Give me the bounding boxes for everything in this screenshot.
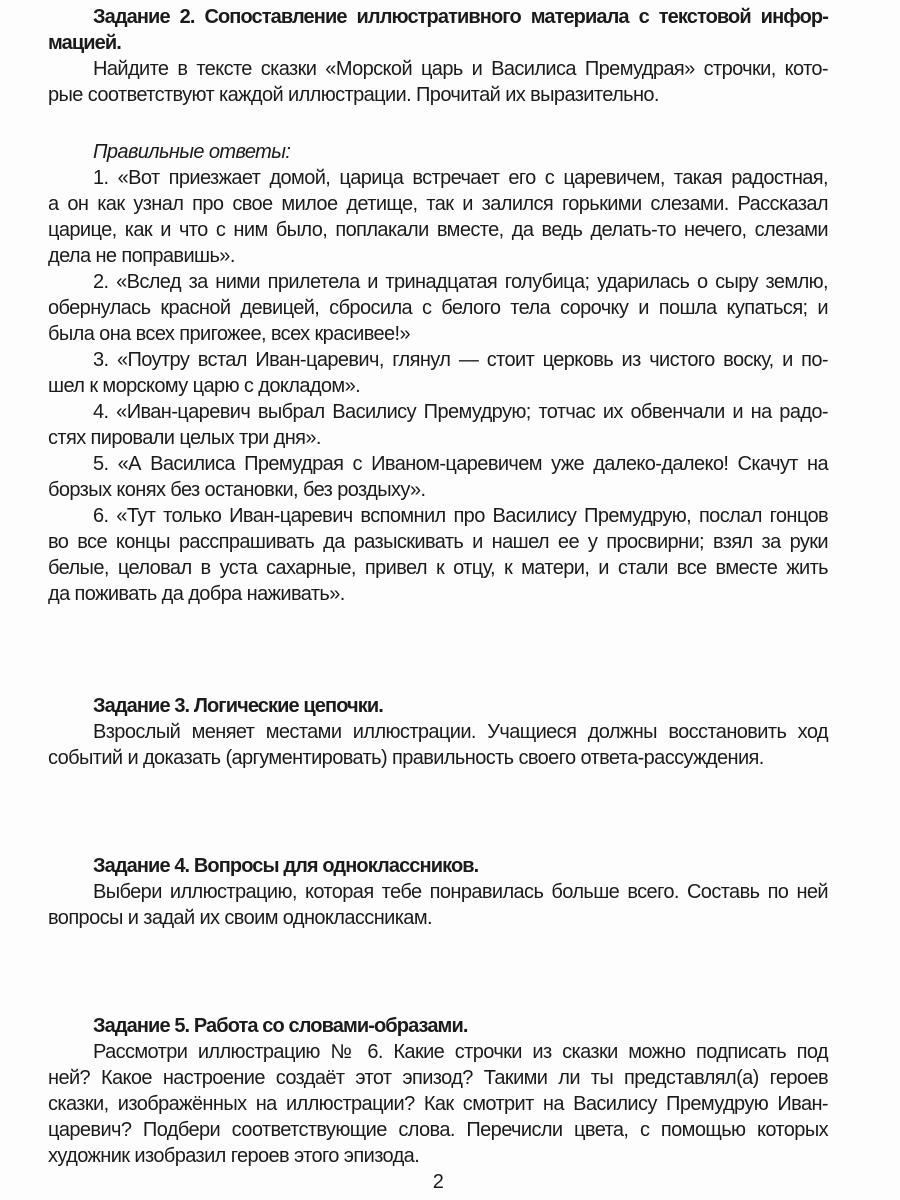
page-number: 2 [432,1171,444,1193]
task4-body-line-2: вопросы и задай их своим одноклассникам. [48,907,432,929]
answer-item-3 [48,347,828,399]
task2-heading-line-1: Задание 2. Сопоставление иллюстративного материала с текстовой инфор- [93,6,828,28]
answer-4-line-2: стях пировали целых три дня». [48,427,321,449]
answer-6-line-3: белые, целовал в уста сахарные, привел к отцу, к матери, и стали все вместе жить [48,557,828,579]
task2-heading [48,4,828,56]
answer-3-line-2: шел к морскому царю с докладом». [48,375,361,397]
answer-item-2 [48,269,828,347]
answer-5-line-1: 5. «А Василиса Премудрая с Иваном-царевичем уже далеко-далеко! Скачут на [93,453,828,475]
answer-4-line-1: 4. «Иван-царевич выбрал Василису Премудрую; тотчас их обвенчали и на радо- [93,401,828,423]
answer-1-line-4: дела не поправишь». [48,245,235,267]
task2-intro-line-2: рые соответствуют каждой иллюстрации. Прочитай их выразительно. [48,84,659,106]
task5-body-line-2: ней? Какое настроение создаёт этот эпизод? Такими ли ты представлял(а) героев [48,1067,828,1089]
task3-body-line-1: Взрослый меняет местами иллюстрации. Учащиеся должны восстановить ход [93,721,828,743]
answer-6-line-1: 6. «Тут только Иван-царевич вспомнил про Василису Премудрую, послал гонцов [93,505,828,527]
task5-heading: Задание 5. Работа со словами-образами. [93,1015,468,1037]
task5-body-line-3: сказки, изображённых на иллюстрации? Как смотрит на Василису Премудрую Иван- [48,1093,828,1115]
answer-2-line-3: была она всех пригожее, всех красивее!» [48,323,411,345]
task4-section [48,853,828,931]
answers-label: Правильные ответы: [93,141,291,163]
answer-6-line-4: да поживать да добра наживать». [48,583,345,605]
answer-item-6 [48,503,828,607]
answer-item-4 [48,399,828,451]
task4-heading: Задание 4. Вопросы для одноклассников. [93,855,479,877]
answer-6-line-2: во все концы расспрашивать да разыскивать и нашел ее у просвирни; взял за руки [48,531,828,553]
task3-body-line-2: событий и доказать (аргументировать) правильность своего ответа-рассуждения. [48,747,764,769]
task5-section [48,1013,828,1169]
task2-heading-line-2: мацией. [48,32,121,54]
task5-body-line-5: художник изобразил героев этого эпизода. [48,1145,420,1167]
answer-item-1 [48,165,828,269]
answer-2-line-1: 2. «Вслед за ними прилетела и тринадцатая голубица; ударилась о сыру землю, [93,271,828,293]
answer-1-line-1: 1. «Вот приезжает домой, царица встречает его с царевичем, такая радостная, [93,167,828,189]
task2-intro-paragraph [48,56,828,108]
task5-body-line-4: царевич? Подбери соответствующие слова. Перечисли цвета, с помощью которых [48,1119,828,1141]
task3-section [48,693,828,771]
answer-1-line-3: царице, как и что с ним было, поплакали вместе, да ведь делать-то нечего, слезами [48,219,828,241]
answer-3-line-1: 3. «Поутру встал Иван-царевич, глянул — стоит церковь из чистого воску, и по- [93,349,828,371]
answer-item-5 [48,451,828,503]
answer-5-line-2: борзых конях без остановки, без роздыху». [48,479,426,501]
task3-heading: Задание 3. Логические цепочки. [93,695,383,717]
task2-intro-line-1: Найдите в тексте сказки «Морской царь и Василиса Премудрая» строчки, кото- [93,58,828,80]
task5-body-line-1: Рассмотри иллюстрацию № 6. Какие строчки из сказки можно подписать под [93,1041,828,1063]
answer-1-line-2: а он как узнал про свое милое детище, так и залился горькими слезами. Рассказал [48,193,828,215]
answer-2-line-2: обернулась красной девицей, сбросила с белого тела сорочку и пошла купаться; и [48,297,828,319]
task4-body-line-1: Выбери иллюстрацию, которая тебе понравилась больше всего. Составь по ней [93,881,828,903]
